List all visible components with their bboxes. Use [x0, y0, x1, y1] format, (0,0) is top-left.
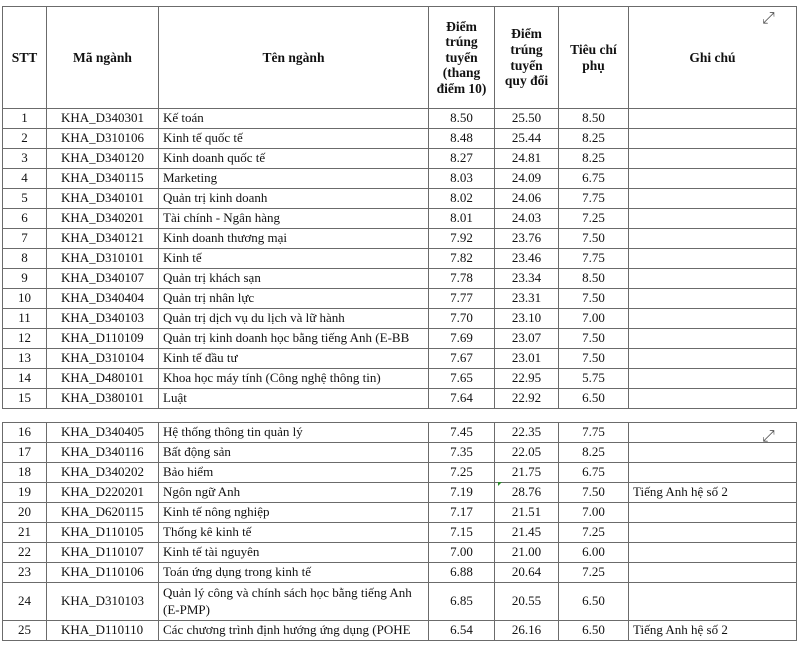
cell-ten-nganh: Kinh doanh thương mại — [159, 229, 429, 249]
cell-ghi-chu — [629, 129, 797, 149]
cell-comment-marker — [498, 482, 502, 486]
cell-quy-doi: 23.10 — [495, 309, 559, 329]
cell-ten-nganh: Bảo hiểm — [159, 463, 429, 483]
cell-tieu-chi-phu: 7.25 — [559, 523, 629, 543]
admission-table-part2 — [2, 422, 797, 641]
cell-ghi-chu — [629, 329, 797, 349]
header-stt: STT — [3, 7, 47, 109]
cell-ten-nganh: Tài chính - Ngân hàng — [159, 209, 429, 229]
cell-quy-doi: 22.95 — [495, 369, 559, 389]
cell-diem: 7.70 — [429, 309, 495, 329]
cell-diem: 7.17 — [429, 503, 495, 523]
cell-stt: 2 — [3, 129, 47, 149]
cell-stt: 24 — [3, 583, 47, 621]
table-row — [3, 229, 797, 249]
cell-ghi-chu — [629, 229, 797, 249]
cell-tieu-chi-phu: 7.25 — [559, 209, 629, 229]
expand-arrows-icon[interactable]: ⤢ — [762, 8, 775, 27]
cell-ma-nganh: KHA_D340107 — [47, 269, 159, 289]
cell-stt: 17 — [3, 443, 47, 463]
cell-ma-nganh: KHA_D220201 — [47, 483, 159, 503]
cell-tieu-chi-phu: 6.75 — [559, 169, 629, 189]
cell-stt: 6 — [3, 209, 47, 229]
header-ten-nganh: Tên ngành — [159, 7, 429, 109]
cell-diem: 7.77 — [429, 289, 495, 309]
cell-stt: 12 — [3, 329, 47, 349]
cell-quy-doi: 24.06 — [495, 189, 559, 209]
cell-ten-nganh: Toán ứng dụng trong kinh tế — [159, 563, 429, 583]
cell-diem: 7.82 — [429, 249, 495, 269]
cell-quy-doi: 21.00 — [495, 543, 559, 563]
cell-tieu-chi-phu: 6.50 — [559, 621, 629, 641]
cell-ghi-chu — [629, 169, 797, 189]
table-row — [3, 209, 797, 229]
cell-ghi-chu — [629, 349, 797, 369]
header-tieu-chi-phu: Tiêu chí phụ — [559, 7, 629, 109]
cell-stt: 10 — [3, 289, 47, 309]
cell-ghi-chu — [629, 209, 797, 229]
table-row — [3, 269, 797, 289]
table-row — [3, 389, 797, 409]
table-row — [3, 483, 797, 503]
cell-quy-doi: 21.75 — [495, 463, 559, 483]
table-row — [3, 523, 797, 543]
expand-arrows-icon[interactable]: ⤢ — [762, 426, 775, 445]
cell-diem: 8.48 — [429, 129, 495, 149]
cell-ten-nganh: Quản trị khách sạn — [159, 269, 429, 289]
cell-ma-nganh: KHA_D110107 — [47, 543, 159, 563]
cell-tieu-chi-phu: 7.75 — [559, 249, 629, 269]
cell-quy-doi: 24.81 — [495, 149, 559, 169]
cell-ghi-chu — [629, 503, 797, 523]
cell-quy-doi: 22.05 — [495, 443, 559, 463]
cell-tieu-chi-phu: 7.50 — [559, 329, 629, 349]
cell-stt: 4 — [3, 169, 47, 189]
cell-stt: 16 — [3, 423, 47, 443]
cell-ghi-chu — [629, 189, 797, 209]
cell-stt: 19 — [3, 483, 47, 503]
table-row — [3, 621, 797, 641]
cell-quy-doi: 21.45 — [495, 523, 559, 543]
cell-stt: 13 — [3, 349, 47, 369]
cell-stt: 18 — [3, 463, 47, 483]
cell-ghi-chu — [629, 109, 797, 129]
cell-ten-nganh: Quản trị kinh doanh học bằng tiếng Anh (E-BB — [159, 329, 429, 349]
cell-tieu-chi-phu: 8.50 — [559, 109, 629, 129]
cell-ma-nganh: KHA_D310103 — [47, 583, 159, 621]
cell-quy-doi: 20.64 — [495, 563, 559, 583]
cell-quy-doi: 24.03 — [495, 209, 559, 229]
cell-ten-nganh: Marketing — [159, 169, 429, 189]
header-row — [3, 7, 797, 109]
cell-ghi-chu — [629, 543, 797, 563]
admission-table-part1 — [2, 6, 797, 409]
cell-ma-nganh: KHA_D340404 — [47, 289, 159, 309]
cell-stt: 15 — [3, 389, 47, 409]
table-row — [3, 423, 797, 443]
table-row — [3, 349, 797, 369]
cell-ghi-chu — [629, 369, 797, 389]
cell-ma-nganh: KHA_D620115 — [47, 503, 159, 523]
cell-ma-nganh: KHA_D310104 — [47, 349, 159, 369]
table-row — [3, 583, 797, 621]
cell-ten-nganh: Kinh tế đầu tư — [159, 349, 429, 369]
cell-ma-nganh: KHA_D110109 — [47, 329, 159, 349]
cell-ghi-chu — [629, 309, 797, 329]
table-row — [3, 329, 797, 349]
cell-quy-doi: 23.01 — [495, 349, 559, 369]
cell-quy-doi: 23.34 — [495, 269, 559, 289]
cell-ten-nganh: Quản trị kinh doanh — [159, 189, 429, 209]
cell-tieu-chi-phu: 7.50 — [559, 483, 629, 503]
cell-ten-nganh: Quản trị dịch vụ du lịch và lữ hành — [159, 309, 429, 329]
cell-diem: 7.78 — [429, 269, 495, 289]
cell-quy-doi: 22.35 — [495, 423, 559, 443]
cell-quy-doi: 23.76 — [495, 229, 559, 249]
cell-ma-nganh: KHA_D340101 — [47, 189, 159, 209]
table-row — [3, 249, 797, 269]
cell-diem: 7.19 — [429, 483, 495, 503]
cell-quy-doi: 25.44 — [495, 129, 559, 149]
cell-tieu-chi-phu: 8.25 — [559, 443, 629, 463]
table-row — [3, 189, 797, 209]
cell-tieu-chi-phu: 5.75 — [559, 369, 629, 389]
cell-stt: 7 — [3, 229, 47, 249]
cell-quy-doi: 21.51 — [495, 503, 559, 523]
cell-stt: 23 — [3, 563, 47, 583]
cell-diem: 7.25 — [429, 463, 495, 483]
cell-ten-nganh: Quản lý công và chính sách học bằng tiếng Anh (E-PMP) — [159, 583, 429, 621]
cell-tieu-chi-phu: 7.50 — [559, 229, 629, 249]
table-row — [3, 503, 797, 523]
cell-tieu-chi-phu: 7.75 — [559, 423, 629, 443]
cell-diem: 8.27 — [429, 149, 495, 169]
table-row — [3, 129, 797, 149]
cell-stt: 3 — [3, 149, 47, 169]
cell-tieu-chi-phu: 7.50 — [559, 289, 629, 309]
cell-ten-nganh: Kinh tế quốc tế — [159, 129, 429, 149]
cell-diem: 8.50 — [429, 109, 495, 129]
cell-ten-nganh: Khoa học máy tính (Công nghệ thông tin) — [159, 369, 429, 389]
cell-ten-nganh: Ngôn ngữ Anh — [159, 483, 429, 503]
cell-tieu-chi-phu: 7.00 — [559, 309, 629, 329]
cell-ma-nganh: KHA_D480101 — [47, 369, 159, 389]
cell-quy-doi: 23.46 — [495, 249, 559, 269]
cell-tieu-chi-phu: 7.75 — [559, 189, 629, 209]
cell-ma-nganh: KHA_D340121 — [47, 229, 159, 249]
cell-diem: 8.01 — [429, 209, 495, 229]
header-diem-quy-doi: Điểm trúng tuyển quy đổi — [495, 7, 559, 109]
cell-ghi-chu — [629, 523, 797, 543]
header-diem-trung-tuyen: Điểm trúng tuyển (thang điểm 10) — [429, 7, 495, 109]
cell-ten-nganh: Quản trị nhân lực — [159, 289, 429, 309]
cell-diem: 6.85 — [429, 583, 495, 621]
cell-stt: 9 — [3, 269, 47, 289]
cell-diem: 7.67 — [429, 349, 495, 369]
cell-ghi-chu — [629, 563, 797, 583]
cell-diem: 6.88 — [429, 563, 495, 583]
cell-ma-nganh: KHA_D340201 — [47, 209, 159, 229]
cell-quy-doi: 26.16 — [495, 621, 559, 641]
table-row — [3, 109, 797, 129]
cell-ma-nganh: KHA_D340103 — [47, 309, 159, 329]
cell-ghi-chu: Tiếng Anh hệ số 2 — [629, 621, 797, 641]
cell-stt: 22 — [3, 543, 47, 563]
cell-quy-doi: 22.92 — [495, 389, 559, 409]
table-row — [3, 443, 797, 463]
table-row — [3, 463, 797, 483]
cell-tieu-chi-phu: 7.00 — [559, 503, 629, 523]
cell-diem: 8.03 — [429, 169, 495, 189]
cell-quy-doi: 24.09 — [495, 169, 559, 189]
cell-ma-nganh: KHA_D340405 — [47, 423, 159, 443]
cell-diem: 7.00 — [429, 543, 495, 563]
cell-ma-nganh: KHA_D340202 — [47, 463, 159, 483]
cell-ma-nganh: KHA_D340301 — [47, 109, 159, 129]
table-row — [3, 309, 797, 329]
cell-tieu-chi-phu: 7.50 — [559, 349, 629, 369]
cell-ghi-chu — [629, 249, 797, 269]
cell-diem: 7.64 — [429, 389, 495, 409]
cell-ghi-chu — [629, 269, 797, 289]
cell-ma-nganh: KHA_D110105 — [47, 523, 159, 543]
cell-stt: 1 — [3, 109, 47, 129]
cell-stt: 8 — [3, 249, 47, 269]
cell-ma-nganh: KHA_D340116 — [47, 443, 159, 463]
cell-ghi-chu — [629, 389, 797, 409]
cell-diem: 7.35 — [429, 443, 495, 463]
cell-ten-nganh: Kinh tế nông nghiệp — [159, 503, 429, 523]
cell-tieu-chi-phu: 6.00 — [559, 543, 629, 563]
cell-ma-nganh: KHA_D340115 — [47, 169, 159, 189]
cell-quy-doi: 28.76 — [495, 483, 559, 503]
table-row — [3, 563, 797, 583]
table-row — [3, 369, 797, 389]
cell-diem: 7.65 — [429, 369, 495, 389]
cell-stt: 25 — [3, 621, 47, 641]
cell-tieu-chi-phu: 8.50 — [559, 269, 629, 289]
cell-ten-nganh: Bất động sản — [159, 443, 429, 463]
cell-ten-nganh: Kinh tế — [159, 249, 429, 269]
cell-tieu-chi-phu: 6.50 — [559, 389, 629, 409]
cell-diem: 6.54 — [429, 621, 495, 641]
cell-diem: 7.69 — [429, 329, 495, 349]
cell-tieu-chi-phu: 6.75 — [559, 463, 629, 483]
cell-ma-nganh: KHA_D310101 — [47, 249, 159, 269]
header-ma-nganh: Mã ngành — [47, 7, 159, 109]
cell-stt: 11 — [3, 309, 47, 329]
cell-ma-nganh: KHA_D380101 — [47, 389, 159, 409]
cell-ghi-chu — [629, 463, 797, 483]
cell-tieu-chi-phu: 8.25 — [559, 149, 629, 169]
cell-stt: 5 — [3, 189, 47, 209]
image-gap — [0, 410, 800, 420]
cell-ghi-chu — [629, 289, 797, 309]
cell-stt: 14 — [3, 369, 47, 389]
cell-ten-nganh: Kinh doanh quốc tế — [159, 149, 429, 169]
cell-quy-doi: 20.55 — [495, 583, 559, 621]
cell-ma-nganh: KHA_D310106 — [47, 129, 159, 149]
cell-diem: 7.45 — [429, 423, 495, 443]
cell-tieu-chi-phu: 8.25 — [559, 129, 629, 149]
cell-diem: 7.92 — [429, 229, 495, 249]
cell-ghi-chu — [629, 149, 797, 169]
table-row — [3, 149, 797, 169]
cell-ghi-chu: Tiếng Anh hệ số 2 — [629, 483, 797, 503]
cell-stt: 20 — [3, 503, 47, 523]
table-row — [3, 289, 797, 309]
cell-ten-nganh: Các chương trình định hướng ứng dụng (POHE — [159, 621, 429, 641]
cell-ten-nganh: Kinh tế tài nguyên — [159, 543, 429, 563]
cell-stt: 21 — [3, 523, 47, 543]
cell-tieu-chi-phu: 6.50 — [559, 583, 629, 621]
cell-quy-doi: 23.07 — [495, 329, 559, 349]
cell-quy-doi: 25.50 — [495, 109, 559, 129]
cell-diem: 8.02 — [429, 189, 495, 209]
cell-ten-nganh: Luật — [159, 389, 429, 409]
cell-ma-nganh: KHA_D340120 — [47, 149, 159, 169]
cell-quy-doi: 23.31 — [495, 289, 559, 309]
cell-ten-nganh: Thống kê kinh tế — [159, 523, 429, 543]
cell-ten-nganh: Hệ thống thông tin quản lý — [159, 423, 429, 443]
cell-ma-nganh: KHA_D110106 — [47, 563, 159, 583]
header-ghi-chu: Ghi chú — [629, 7, 797, 109]
cell-diem: 7.15 — [429, 523, 495, 543]
cell-ten-nganh: Kế toán — [159, 109, 429, 129]
cell-tieu-chi-phu: 7.25 — [559, 563, 629, 583]
table-row — [3, 543, 797, 563]
cell-ghi-chu — [629, 583, 797, 621]
table-row — [3, 169, 797, 189]
cell-ma-nganh: KHA_D110110 — [47, 621, 159, 641]
